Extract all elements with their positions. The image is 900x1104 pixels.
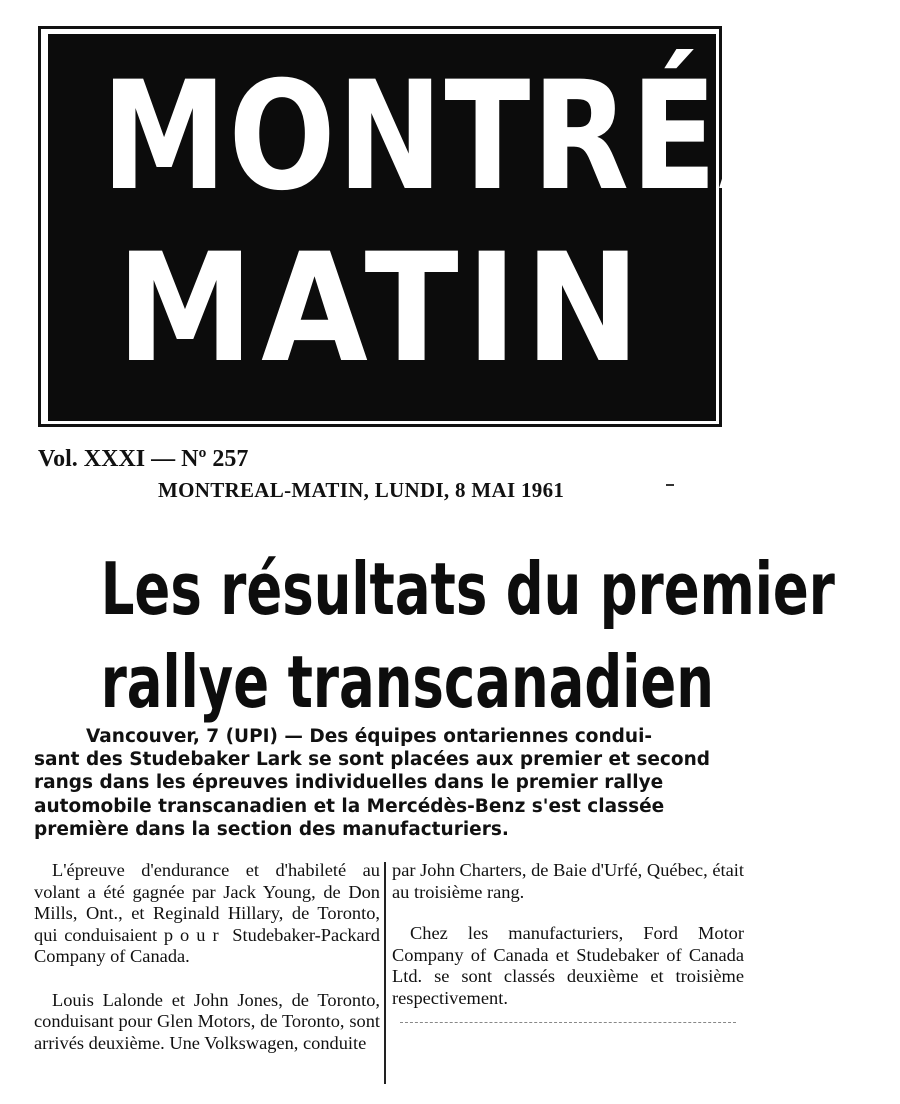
lead-line-1: Vancouver, 7 (UPI) — Des équipes ontariennes condui-	[86, 726, 653, 747]
article-columns	[30, 860, 750, 1090]
dateline-dash-mark	[666, 484, 674, 486]
column-divider	[384, 862, 386, 1084]
lead-paragraph	[34, 725, 744, 841]
left-paragraph-2: Louis Lalonde et John Jones, de Toronto, conduisant pour Glen Motors, de Toronto, sont arrivés deuxième. Une Volkswagen, conduite	[34, 989, 380, 1053]
article-column-left	[34, 860, 380, 1054]
left-paragraph-1-spaced-word: pour	[163, 924, 226, 945]
volume-number: Vol. XXXI — Nº 257	[38, 446, 249, 472]
masthead-black-panel	[48, 34, 900, 421]
masthead-title-line2: MATIN	[116, 222, 648, 396]
lead-line-3: rangs dans les épreuves individuelles dans le premier rallye	[34, 772, 664, 794]
left-paragraph-1	[34, 860, 380, 968]
right-paragraph-2: Chez les manufacturiers, Ford Motor Company of Canada et Studebaker of Canada Ltd. se sont classés deuxième et troisième respectivement.	[392, 923, 744, 1008]
lead-line-4: automobile transcanadien et la Mercédès-Benz s'est classée	[34, 795, 665, 817]
dateline: MONTREAL-MATIN, LUNDI, 8 MAI 1961	[158, 478, 565, 502]
end-rule	[400, 1022, 736, 1023]
headline-line2: rallye transcanadien	[100, 640, 714, 724]
left-paragraph-1-text: L'épreuve d'endurance et d'habileté au volant a été gagnée par Jack Young, de Don Mills, Ont., et Reginald Hillary, de Toronto, qui conduisaient	[34, 860, 380, 945]
lead-line-2: sant des Studebaker Lark se sont placées aux premier et second	[34, 749, 711, 771]
left-paragraph-1-end: Studebaker-Packard Company of Canada.	[34, 924, 380, 966]
headline-line1: Les résultats du premier	[100, 547, 835, 631]
masthead-title-line1: MONTRÉAL	[101, 50, 900, 224]
lead-line-5: première dans la section des manufacturiers.	[34, 818, 509, 840]
right-paragraph-1: par John Charters, de Baie d'Urfé, Québec, était au troisième rang.	[392, 860, 744, 902]
masthead-banner	[38, 26, 900, 427]
article-column-right	[392, 860, 744, 1009]
